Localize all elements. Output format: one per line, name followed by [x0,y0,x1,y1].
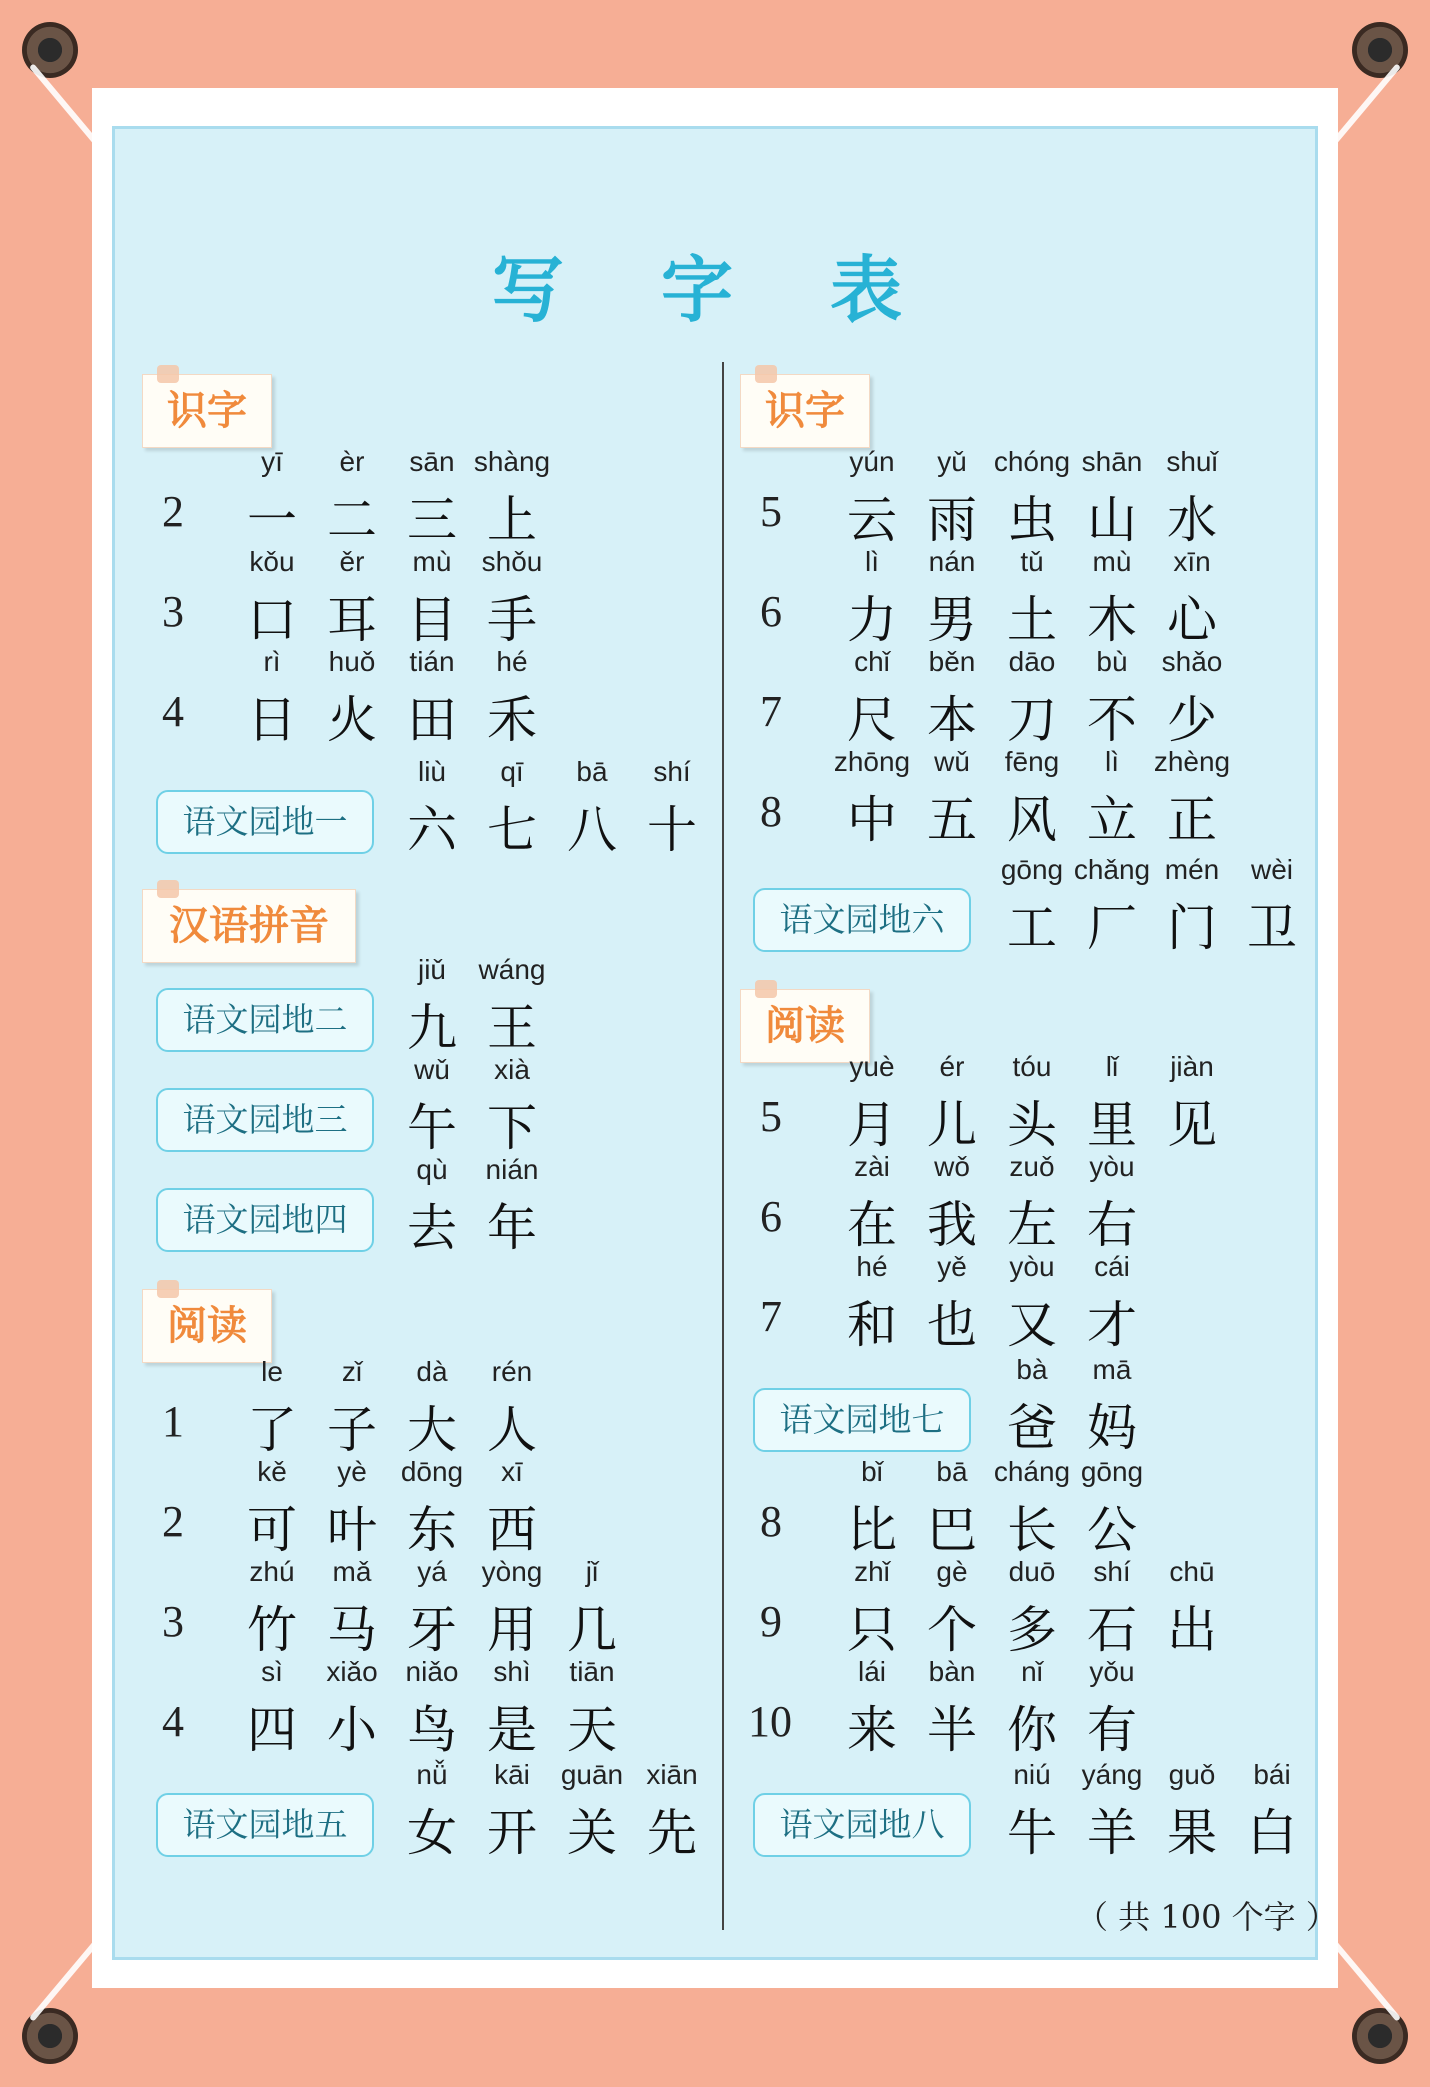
hanzi-character: 竹 [247,1601,297,1659]
hanzi-character: 了 [247,1401,297,1459]
hanzi-character: 本 [927,691,977,749]
lesson-number: 2 [162,487,184,536]
pinyin: dà [416,1356,448,1387]
hanzi-character: 是 [487,1701,537,1759]
hanzi-character: 月 [847,1096,897,1154]
lesson-number: 3 [162,1597,184,1646]
section-tag: 阅读 [142,1289,272,1363]
hanzi-character: 八 [567,801,617,859]
hanzi-character: 山 [1087,491,1137,549]
lesson-number: 5 [760,487,782,536]
pinyin: shǒu [481,546,543,577]
pinyin: hé [496,646,528,677]
hanzi-character: 十 [647,801,697,859]
hanzi-character: 耳 [327,591,377,649]
pinyin: shǎo [1161,646,1223,677]
pinyin: zuǒ [1009,1151,1055,1182]
hanzi-character: 年 [487,1199,537,1257]
hanzi-character: 叶 [327,1501,377,1559]
pinyin: mù [412,546,452,577]
hanzi-character: 五 [927,791,977,849]
hanzi-character: 东 [407,1501,457,1559]
pinyin: nán [928,546,976,577]
pinyin: bà [1016,1354,1048,1385]
pinyin: shì [493,1656,531,1687]
pinyin: liù [417,756,446,787]
hanzi-character: 妈 [1087,1399,1137,1457]
hanzi-character: 只 [847,1601,897,1659]
hanzi-character: 一 [247,491,297,549]
hanzi-character: 女 [407,1804,457,1862]
hanzi-character: 水 [1167,491,1217,549]
pinyin: guǒ [1168,1759,1216,1790]
hanzi-character: 来 [847,1701,897,1759]
pinyin: bù [1096,646,1128,677]
pinyin: bàn [928,1656,976,1687]
pinyin: běn [928,646,976,677]
hanzi-character: 心 [1167,591,1217,649]
hanzi-character: 开 [487,1804,537,1862]
hanzi-character: 巴 [927,1501,977,1559]
lesson-number: 6 [760,587,782,636]
pinyin: mǎ [332,1556,372,1587]
yuwen-yuandi-label: 语文园地四 [156,1188,374,1252]
pinyin: lǐ [1105,1051,1119,1082]
hanzi-character: 午 [407,1099,457,1157]
section-tag: 识字 [740,374,870,448]
hanzi-character: 工 [1007,899,1057,957]
hanzi-character: 和 [847,1296,897,1354]
pinyin: dāo [1008,646,1056,677]
pinyin: hé [856,1251,888,1282]
yuwen-yuandi-label: 语文园地六 [753,888,971,952]
lesson-number: 6 [760,1192,782,1241]
pinyin: wèi [1250,854,1293,885]
pinyin: kǒu [249,546,295,577]
hanzi-character: 不 [1087,691,1137,749]
hanzi-character: 右 [1087,1196,1137,1254]
hanzi-character: 白 [1247,1804,1297,1862]
hanzi-character: 羊 [1087,1804,1137,1862]
pinyin: yè [337,1456,367,1487]
pinyin: shàng [473,446,551,477]
pinyin: yòng [481,1556,543,1587]
pinyin: gōng [1000,854,1064,885]
hanzi-character: 头 [1007,1096,1057,1154]
hanzi-character: 六 [407,801,457,859]
column-divider [722,362,724,1930]
pinyin: yòu [1089,1151,1135,1182]
hanzi-character: 手 [487,591,537,649]
hanzi-character: 关 [567,1804,617,1862]
hanzi-character: 几 [567,1601,617,1659]
corner-pin-icon [1352,22,1408,78]
pinyin: jiàn [1170,1051,1214,1082]
lesson-number: 10 [748,1697,792,1746]
pinyin: rén [491,1356,533,1387]
hanzi-character: 爸 [1007,1399,1057,1457]
section-tag: 识字 [142,374,272,448]
pinyin: tóu [1012,1051,1052,1082]
hanzi-character: 门 [1167,899,1217,957]
pinyin: zhǐ [854,1556,890,1587]
hanzi-character: 出 [1167,1601,1217,1659]
hanzi-character: 口 [247,591,297,649]
hanzi-character: 虫 [1007,491,1057,549]
pinyin: nǐ [1021,1656,1043,1687]
pinyin: chǎng [1073,854,1151,885]
hanzi-character: 三 [407,491,457,549]
hanzi-character: 九 [407,999,457,1057]
pinyin: yī [261,446,283,477]
pinyin: èr [339,446,365,477]
pinyin: yuè [849,1051,895,1082]
pinyin: fēng [1004,746,1060,777]
pinyin: wǒ [934,1151,970,1182]
pinyin: tǔ [1020,546,1044,577]
hanzi-character: 见 [1167,1096,1217,1154]
hanzi-character: 正 [1167,791,1217,849]
hanzi-character: 可 [247,1501,297,1559]
pinyin: xiǎo [326,1656,378,1687]
hanzi-character: 日 [247,691,297,749]
hanzi-character: 禾 [487,691,537,749]
pinyin: qù [416,1154,448,1185]
pinyin: zhōng [833,746,911,777]
pinyin: kāi [494,1759,530,1790]
hanzi-character: 儿 [927,1096,977,1154]
pinyin: cháng [993,1456,1071,1487]
pinyin: tián [409,646,455,677]
hanzi-character: 有 [1087,1701,1137,1759]
lesson-number: 7 [760,687,782,736]
hanzi-character: 力 [847,591,897,649]
hanzi-character: 七 [487,801,537,859]
hanzi-character: 小 [327,1701,377,1759]
hanzi-character: 火 [327,691,377,749]
hanzi-character: 云 [847,491,897,549]
pinyin: zhèng [1153,746,1231,777]
pinyin: gōng [1080,1456,1144,1487]
pinyin: nǚ [416,1759,448,1790]
yuwen-yuandi-label: 语文园地八 [753,1793,971,1857]
pinyin: gè [936,1556,968,1587]
lesson-number: 3 [162,587,184,636]
pinyin: ěr [339,546,365,577]
hanzi-character: 雨 [927,491,977,549]
hanzi-character: 果 [1167,1804,1217,1862]
pinyin: cái [1094,1251,1130,1282]
total-count: （ 共 100 个字 ） [1076,1898,1338,1936]
hanzi-character: 厂 [1087,899,1137,957]
hanzi-character: 西 [487,1501,537,1559]
pinyin: zài [854,1151,890,1182]
pinyin: guān [560,1759,624,1790]
pinyin: lì [1105,746,1119,777]
hanzi-character: 大 [407,1401,457,1459]
hanzi-character: 又 [1007,1296,1057,1354]
pinyin: ér [939,1051,965,1082]
hanzi-character: 四 [247,1701,297,1759]
lesson-number: 9 [760,1597,782,1646]
hanzi-character: 风 [1007,791,1057,849]
hanzi-character: 用 [487,1601,537,1659]
hanzi-character: 王 [487,999,537,1057]
pinyin: yáng [1081,1759,1143,1790]
pinyin: sì [261,1656,283,1687]
lesson-number: 2 [162,1497,184,1546]
lesson-number: 4 [162,687,184,736]
hanzi-character: 子 [327,1401,377,1459]
pinyin: chū [1169,1556,1215,1587]
hanzi-character: 先 [647,1804,697,1862]
hanzi-character: 牙 [407,1601,457,1659]
hanzi-character: 左 [1007,1196,1057,1254]
lesson-number: 7 [760,1292,782,1341]
pinyin: xià [494,1054,530,1085]
hanzi-character: 比 [847,1501,897,1559]
pinyin: sān [409,446,455,477]
pinyin: yòu [1009,1251,1055,1282]
hanzi-character: 公 [1087,1501,1137,1559]
page-title: 写 字 表 [491,247,939,332]
pinyin: shuǐ [1166,446,1218,477]
hanzi-character: 下 [487,1099,537,1157]
hanzi-character: 立 [1087,791,1137,849]
pinyin: duō [1008,1556,1056,1587]
section-tag: 阅读 [740,989,870,1063]
pinyin: mā [1092,1354,1132,1385]
pinyin: yún [849,446,895,477]
pinyin: bǐ [861,1456,883,1487]
pinyin: yǔ [937,446,967,477]
hanzi-character: 我 [927,1196,977,1254]
pinyin: mù [1092,546,1132,577]
pinyin: tiān [569,1656,615,1687]
pinyin: qī [500,756,524,787]
pinyin: niǎo [405,1656,459,1687]
pinyin: le [261,1356,283,1387]
pinyin: zǐ [341,1356,363,1387]
lesson-number: 1 [162,1397,184,1446]
hanzi-character: 你 [1007,1701,1057,1759]
lesson-number: 8 [760,1497,782,1546]
hanzi-character: 少 [1167,691,1217,749]
hanzi-character: 个 [927,1601,977,1659]
pinyin: shí [1093,1556,1131,1587]
pinyin: shí [653,756,691,787]
section-tag: 汉语拼音 [142,889,356,963]
pinyin: kě [257,1456,287,1487]
hanzi-character: 人 [487,1401,537,1459]
pinyin: shān [1081,446,1143,477]
pinyin: chóng [993,446,1071,477]
pinyin: yǒu [1089,1656,1135,1687]
pinyin: wáng [478,954,546,985]
hanzi-character: 也 [927,1296,977,1354]
pinyin: bā [576,756,608,787]
pinyin: jiǔ [417,954,446,985]
pinyin: lái [857,1656,886,1687]
pinyin: yá [417,1556,447,1587]
hanzi-character: 二 [327,491,377,549]
hanzi-character: 在 [847,1196,897,1254]
hanzi-character: 半 [927,1701,977,1759]
lesson-number: 8 [760,787,782,836]
hanzi-character: 去 [407,1199,457,1257]
yuwen-yuandi-label: 语文园地二 [156,988,374,1052]
pinyin: wǔ [414,1054,450,1085]
hanzi-character: 天 [567,1701,617,1759]
hanzi-character: 田 [407,691,457,749]
pinyin: bā [936,1456,968,1487]
lesson-number: 4 [162,1697,184,1746]
pinyin: yě [937,1251,967,1282]
hanzi-character: 木 [1087,591,1137,649]
hanzi-character: 尺 [847,691,897,749]
yuwen-yuandi-label: 语文园地五 [156,1793,374,1857]
pinyin: lì [865,546,879,577]
hanzi-character: 上 [487,491,537,549]
yuwen-yuandi-label: 语文园地一 [156,790,374,854]
pinyin: huǒ [328,646,376,677]
pinyin: chǐ [854,646,890,677]
pinyin: xiān [646,1759,698,1790]
hanzi-character: 多 [1007,1601,1057,1659]
hanzi-character: 男 [927,591,977,649]
hanzi-character: 中 [847,791,897,849]
pinyin: niú [1013,1759,1051,1790]
hanzi-character: 鸟 [407,1701,457,1759]
pinyin: bái [1253,1759,1291,1790]
hanzi-character: 土 [1007,591,1057,649]
hanzi-character: 石 [1087,1601,1137,1659]
pinyin: zhú [249,1556,295,1587]
hanzi-character: 马 [327,1601,377,1659]
pinyin: jǐ [585,1556,599,1587]
pinyin: xī [501,1456,523,1487]
yuwen-yuandi-label: 语文园地三 [156,1088,374,1152]
hanzi-character: 才 [1087,1296,1137,1354]
yuwen-yuandi-label: 语文园地七 [753,1388,971,1452]
hanzi-character: 牛 [1007,1804,1057,1862]
pinyin: mén [1164,854,1220,885]
lesson-number: 5 [760,1092,782,1141]
hanzi-character: 刀 [1007,691,1057,749]
hanzi-character: 卫 [1247,899,1297,957]
hanzi-character: 目 [407,591,457,649]
pinyin: dōng [400,1456,464,1487]
pinyin: nián [485,1154,539,1185]
pinyin: xīn [1173,546,1211,577]
pinyin: wǔ [934,746,970,777]
hanzi-character: 长 [1007,1501,1057,1559]
hanzi-character: 里 [1087,1096,1137,1154]
pinyin: rì [263,646,281,677]
